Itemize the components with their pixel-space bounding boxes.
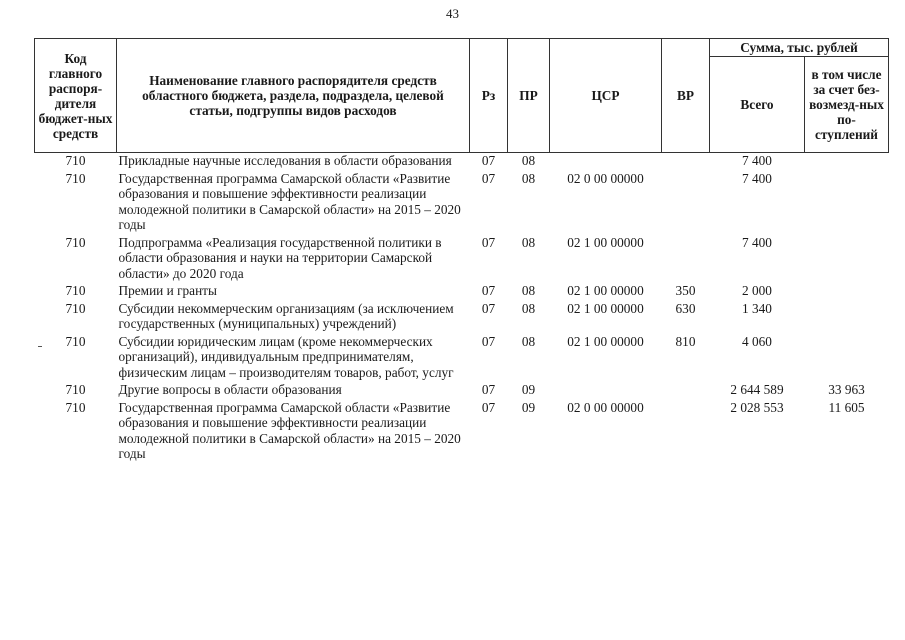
csr-cell: 02 1 00 00000 [567, 283, 644, 298]
pr-cell: 08 [521, 283, 536, 298]
vr-cell [662, 153, 710, 171]
name-cell: Прикладные научные исследования в области образования [118, 153, 452, 168]
csr-cell [550, 382, 662, 400]
csr-cell [550, 153, 662, 171]
free-cell [805, 334, 889, 383]
total-cell: 7 400 [742, 170, 772, 186]
budget-table [34, 38, 889, 464]
free-cell [805, 153, 889, 171]
vr-cell [662, 382, 710, 400]
free-cell [805, 171, 889, 235]
code-cell: 710 [65, 234, 86, 250]
header-rz: Рз [470, 39, 508, 153]
header-free: в том числе за счет без-возмезд-ных по-ступлений [805, 57, 889, 153]
name-cell: Другие вопросы в области образования [118, 382, 342, 397]
vr-cell [662, 235, 710, 284]
rz-cell: 07 [481, 382, 496, 397]
scan-speck [38, 346, 42, 347]
rz-cell: 07 [481, 153, 496, 168]
code-cell: 710 [65, 333, 86, 349]
free-cell [805, 301, 889, 334]
name-cell: Государственная программа Самарской области «Развитие образования и повышение эффективности реализации молодежной политики в Самарской области» на 2015 – 2020 годы [118, 399, 461, 461]
pr-cell: 08 [521, 234, 536, 250]
vr-cell: 810 [675, 333, 696, 349]
table-row [35, 382, 889, 400]
header-pr: ПР [508, 39, 550, 153]
table-row [35, 283, 889, 301]
header-vr: ВР [662, 39, 710, 153]
pr-cell: 08 [521, 153, 536, 168]
table-row [35, 301, 889, 334]
rz-cell: 07 [481, 399, 496, 415]
name-cell: Субсидии некоммерческим организациям (за исключением государственных (муниципальных) учреждений) [118, 300, 454, 331]
pr-cell: 08 [521, 170, 536, 186]
free-cell [805, 283, 889, 301]
table-row [35, 334, 889, 383]
table-row [35, 400, 889, 464]
free-cell [805, 235, 889, 284]
total-cell: 4 060 [742, 333, 772, 349]
header-code: Код главного распоря-дителя бюджет-ных средств [35, 39, 117, 153]
rz-cell: 07 [481, 333, 496, 349]
table-row [35, 171, 889, 235]
rz-cell: 07 [481, 234, 496, 250]
table-row [35, 235, 889, 284]
name-cell: Подпрограмма «Реализация государственной политики в области образования и науки на территории Самарской области» до 2020 года [118, 234, 442, 281]
header-name: Наименование главного распорядителя средств областного бюджета, раздела, подраздела, целевой статьи, подгруппы видов расходов [117, 39, 470, 153]
free-cell: 33 963 [828, 382, 865, 397]
name-cell: Субсидии юридическим лицам (кроме некоммерческих организаций), индивидуальным предпринимателям, физическим лицам – производителям товаров, работ, услуг [118, 333, 454, 380]
total-cell: 7 400 [742, 153, 772, 168]
free-cell: 11 605 [828, 399, 865, 415]
code-cell: 710 [65, 300, 86, 316]
vr-cell [662, 171, 710, 235]
code-cell: 710 [65, 170, 86, 186]
header-row-top [35, 39, 889, 57]
vr-cell: 350 [675, 283, 696, 298]
total-cell: 2 028 553 [730, 399, 784, 415]
pr-cell: 08 [521, 300, 536, 316]
total-cell: 1 340 [742, 300, 772, 316]
name-cell: Государственная программа Самарской области «Развитие образования и повышение эффективности реализации молодежной политики в Самарской области» на 2015 – 2020 годы [118, 170, 461, 232]
csr-cell: 02 1 00 00000 [567, 234, 644, 250]
rz-cell: 07 [481, 300, 496, 316]
code-cell: 710 [65, 153, 86, 168]
table-body [35, 153, 889, 464]
csr-cell: 02 0 00 00000 [567, 170, 644, 186]
total-cell: 2 000 [742, 283, 772, 298]
table-row [35, 153, 889, 171]
csr-cell: 02 1 00 00000 [567, 333, 644, 349]
code-cell: 710 [65, 382, 86, 397]
rz-cell: 07 [481, 283, 496, 298]
code-cell: 710 [65, 399, 86, 415]
pr-cell: 09 [521, 382, 536, 397]
csr-cell: 02 1 00 00000 [567, 300, 644, 316]
total-cell: 2 644 589 [730, 382, 784, 397]
pr-cell: 09 [521, 399, 536, 415]
rz-cell: 07 [481, 170, 496, 186]
vr-cell: 630 [675, 300, 696, 316]
pr-cell: 08 [521, 333, 536, 349]
header-sum-group: Сумма, тыс. рублей [710, 39, 889, 57]
total-cell: 7 400 [742, 234, 772, 250]
header-csr: ЦСР [550, 39, 662, 153]
vr-cell [662, 400, 710, 464]
name-cell: Премии и гранты [118, 283, 217, 298]
header-total: Всего [710, 57, 805, 153]
code-cell: 710 [65, 283, 86, 298]
csr-cell: 02 0 00 00000 [567, 399, 644, 415]
page-number: 43 [446, 6, 459, 21]
